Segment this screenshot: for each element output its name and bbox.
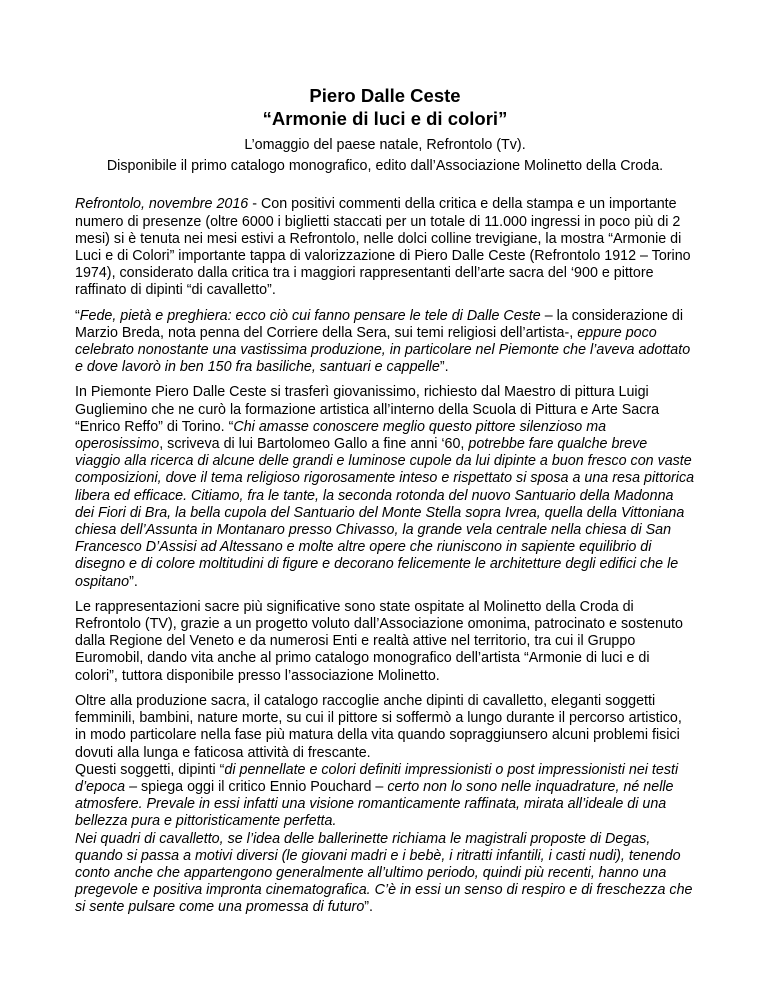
- quote-close: ”.: [129, 573, 138, 590]
- quote-close: ”.: [439, 359, 449, 376]
- quote-pouchard-3: Nei quadri di cavalletto, se l’idea delle ballerinette richiama le magistrali proposte di Degas, quando si passa a motivi diversi (le giovani madri e i bebè, i ritratti infantili, i casti nudi), tenendo conto anche che appartengono generalmente all’ultimo periodo, quindi più recenti, hanno una pregevole e positiva impronta cinematografica. C’è in essi un senso di respiro e di freschezza che si sente pulsare come una promessa di futuro: [75, 830, 693, 916]
- text-cavalletto-2: Questi soggetti, dipinti “: [75, 761, 225, 778]
- text-pouchard: – spiega oggi il critico Ennio Pouchard –: [125, 778, 388, 795]
- tagline: L’omaggio del paese natale, Refrontolo (Tv).: [244, 137, 526, 153]
- text-cavalletto-1: Oltre alla produzione sacra, il catalogo raccoglie anche dipinti di cavalletto, eleganti soggetti femminili, bambini, nature morte, su cui il pittore si soffermò a lungo durante il percorso artistico, in modo particolare nella fase più matura della vita quando sopraggiunsero alcuni problemi fisici dovuti alla lunga e faticosa attività di frescante.: [75, 692, 682, 761]
- paragraph-cavalletto: [75, 693, 695, 917]
- paragraph-molinetto: Le rappresentazioni sacre più significative sono state ospitate al Molinetto della Croda di Refrontolo (TV), grazie a un progetto voluto dall’Associazione omonima, patrocinato e sostenuto dalla Regione del Veneto e da numerosi Enti e realtà attive nel territorio, tra cui il Gruppo Euromobil, dando vita anche al primo catalogo monografico dell’artista “Armonie di luci e di colori”, tuttora disponibile presso l’associazione Molinetto.: [75, 598, 683, 684]
- quote-pouchard-2: certo non lo sono nelle inquadrature, né nelle atmosfere. Prevale in essi infatti una visione romanticamente raffinata, mirata all’ideale di una bellezza pura e pittoristicamente perfetta.: [75, 778, 674, 830]
- paragraph-piemonte: [75, 384, 695, 590]
- quote-breda-1: Fede, pietà e preghiera: ecco ciò cui fanno pensare le tele di Dalle Ceste: [79, 307, 541, 324]
- text-piemonte-1: In Piemonte Piero Dalle Ceste si trasferì giovanissimo, richiesto dal Maestro di pittura Luigi Gugliemino che ne curò la formazione artistica all’interno della Scuola di Pittura e Arte Sacra “Enrico Reffo” di Torino. “: [75, 384, 660, 435]
- document-title: Piero Dalle Ceste: [309, 85, 461, 106]
- quote-mark: “: [75, 307, 80, 324]
- quote-gallo-1: Chi amasse conoscere meglio questo pittore silenzioso ma operosissimo: [75, 418, 607, 453]
- text-piemonte-2: , scriveva di lui Bartolomeo Gallo a fine anni ‘60,: [159, 436, 469, 453]
- quote-close: ”.: [364, 899, 374, 916]
- paragraph-intro: [75, 196, 695, 299]
- quote-pouchard-1: di pennellate e colori definiti impressionisti o post impressionisti nei testi d’epoca: [75, 761, 679, 795]
- document-subtitle: “Armonie di luci e di colori”: [262, 108, 508, 129]
- dateline: Refrontolo, novembre 2016: [75, 196, 249, 213]
- catalog-announcement: Disponibile il primo catalogo monografico, edito dall’Associazione Molinetto della Croda.: [106, 158, 664, 175]
- quote-gallo-2: potrebbe fare qualche breve viaggio alla ricerca di alcune delle grandi e luminose cupole da lui dipinte a buon fresco con vaste composizioni, dove il tema religioso rigorosamente inteso e rispettato si sposa a una resa pittorica libera ed efficace. Citiamo, fra le tante, la seconda rotonda del nuovo Santuario della Madonna dei Fiori di Bra, la bella cupola del Santuario del Monte Stella sopra Ivrea, quella della Vittoniana chiesa dell’Assunta in Montanaro presso Chivasso, la grande vela centrale nella chiesa di San Francesco D’Assisi ad Altessano e molte altre opere che riuniscono in sapiente equilibrio di disegno e di colore moltitudini di figure e decorano felicemente le architetture degli edifici che le ospitano: [75, 436, 695, 590]
- quote-breda-2: eppure poco celebrato nonostante una vastissima produzione, in particolare nel Piemonte che l’aveva adottato e dove lavorò in ben 150 fra basiliche, santuari e cappelle: [75, 324, 691, 376]
- text-breda: – la considerazione di Marzio Breda, nota penna del Corriere della Sera, sui temi religiosi dell’artista-,: [75, 307, 683, 341]
- document-page: [75, 84, 695, 917]
- paragraph-quote-breda: [75, 308, 695, 377]
- paragraph-intro-text: - Con positivi commenti della critica e della stampa e un importante numero di presenze (oltre 6000 i biglietti staccati per un totale di 11.000 ingressi in poco più di 2 mesi) si è tenuta nei mesi estivi a Refrontolo, nelle dolci colline trevigiane, la mostra “Armonie di Luci e di Colori” importante tappa di valorizzazione di Piero Dalle Ceste (Refrontolo 1912 – Torino 1974), considerato dalla critica tra i maggiori rappresentanti dell’arte sacra del ‘900 e pittore raffinato di dipinti “di cavalletto”.: [75, 196, 691, 299]
